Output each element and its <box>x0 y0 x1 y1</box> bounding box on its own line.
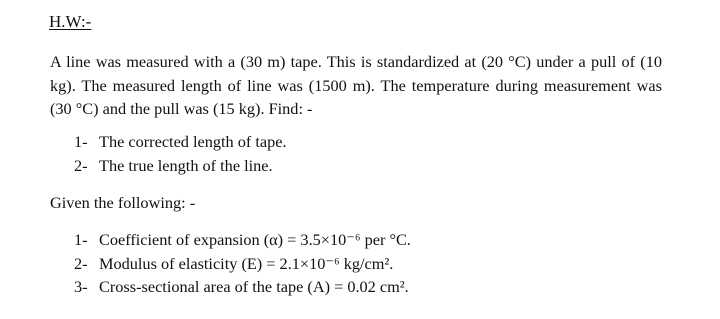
given-heading: Given the following: - <box>50 193 196 212</box>
given-item <box>74 252 411 276</box>
given-item-text: Modulus of elasticity (E) = 2.1×10⁻⁶ kg/cm². <box>99 253 394 273</box>
find-item-number: 2- <box>74 155 88 175</box>
find-item-text: The true length of the line. <box>99 155 273 175</box>
find-item-text: The corrected length of tape. <box>99 132 287 151</box>
given-item-text: Coefficient of expansion (α) = 3.5×10⁻⁶ per °C. <box>99 230 411 249</box>
given-item-number: 3- <box>74 277 88 296</box>
given-item-number: 2- <box>74 253 88 273</box>
given-item <box>74 275 411 299</box>
find-item <box>74 154 287 178</box>
given-item <box>74 228 411 252</box>
find-list <box>74 130 287 177</box>
given-item-text: Cross-sectional area of the tape (A) = 0.02 cm². <box>99 277 409 296</box>
find-item-number: 1- <box>74 132 88 151</box>
given-item-number: 1- <box>74 230 88 249</box>
homework-title: H.W:- <box>49 12 92 31</box>
problem-statement: A line was measured with a (30 m) tape. This is standardized at (20 °C) under a pull of (10 kg). The measured length of line was (1500 m). The temperature during measurement was (30 °C) and the pull was (15 kg). Find: - <box>50 52 662 118</box>
find-item <box>74 130 287 154</box>
given-list <box>74 228 411 299</box>
